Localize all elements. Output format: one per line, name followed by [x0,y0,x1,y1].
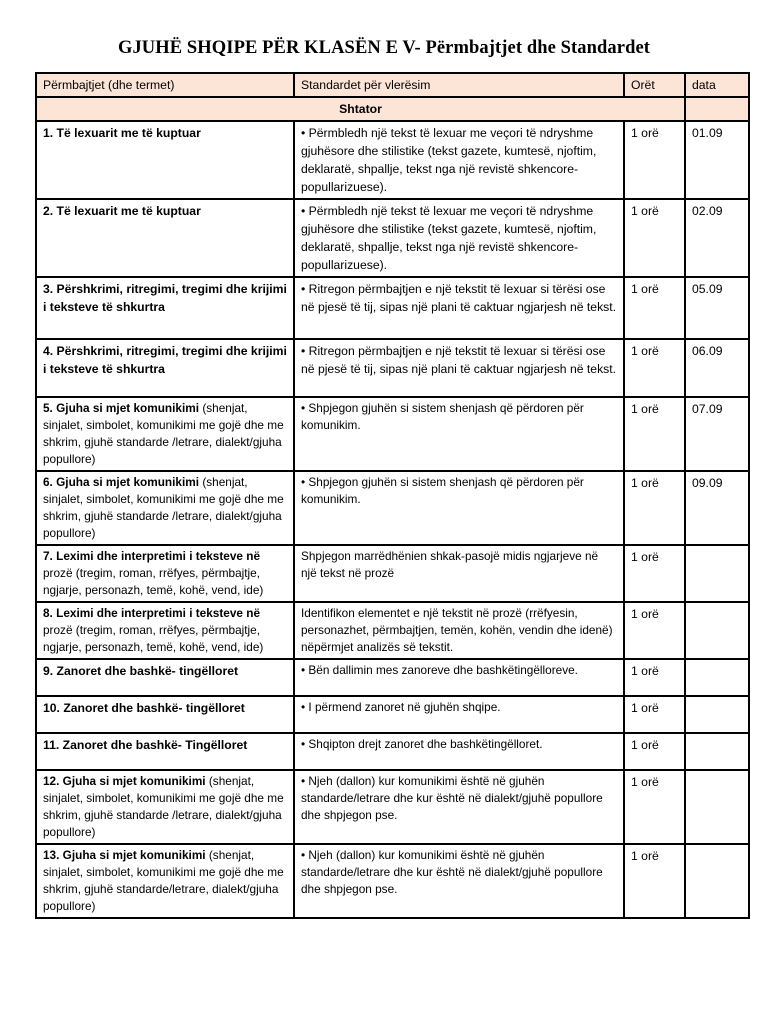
topic-cell [36,770,294,844]
topic-detail: (shenjat, sinjalet, simbolet, komunikimi me gojë dhe me shkrim, gjuhë standarde /letrare, dialekt/gjuha popullore) [43,774,284,839]
hours-cell: 1 orë [624,471,685,545]
month-label: Shtator [36,97,685,121]
date-cell: 09.09 [685,471,749,545]
hours-cell: 1 orë [624,770,685,844]
topic-cell [36,733,294,770]
date-cell [685,545,749,602]
header-contents: Përmbajtjet (dhe termet) [36,73,294,97]
hours-cell: 1 orë [624,121,685,199]
topic-cell [36,121,294,199]
date-cell: 05.09 [685,277,749,339]
standard-cell: • Shpjegon gjuhën si sistem shenjash që përdoren për komunikim. [294,471,624,545]
topic-cell [36,339,294,397]
standard-cell: • Ritregon përmbajtjen e një tekstit të lexuar si tërësi ose në pjesë të tij, sipas një plani të caktuar ngjarjesh në tekst. [294,277,624,339]
topic-cell [36,602,294,659]
hours-cell: 1 orë [624,545,685,602]
topic-detail: prozë (tregim, roman, rrëfyes, përmbajtje, ngjarje, personazh, temë, kohë, vend, ide) [43,566,264,597]
table-row [36,397,749,471]
month-empty-cell [685,97,749,121]
date-cell [685,733,749,770]
topic-title: 10. Zanoret dhe bashkë- tingëlloret [43,701,245,715]
topic-title: 5. Gjuha si mjet komunikimi [43,401,200,415]
table-row [36,121,749,199]
standard-cell: • Njeh (dallon) kur komunikimi është në gjuhën standarde/letrare dhe kur është në dialekt/gjuhë popullore dhe shpjegon pse. [294,844,624,918]
topic-cell [36,397,294,471]
standard-cell: • Shqipton drejt zanoret dhe bashkëtingëlloret. [294,733,624,770]
topic-title: 12. Gjuha si mjet komunikimi [43,774,206,788]
topic-title: 6. Gjuha si mjet komunikimi [43,475,200,489]
date-cell: 06.09 [685,339,749,397]
hours-cell: 1 orë [624,397,685,471]
standard-cell: • Përmbledh një tekst të lexuar me veçori të ndryshme gjuhësore dhe stilistike (tekst gazete, kumtesë, njoftim, deklaratë, shpallje, tekst nga një revistë shkencore-popullarizuese). [294,199,624,277]
date-cell: 07.09 [685,397,749,471]
topic-cell [36,659,294,696]
table-row [36,545,749,602]
date-cell: 01.09 [685,121,749,199]
standard-cell: • Ritregon përmbajtjen e një tekstit të lexuar si tërësi ose në pjesë të tij, sipas një plani të caktuar ngjarjesh në tekst. [294,339,624,397]
table-row [36,602,749,659]
topic-cell [36,545,294,602]
date-cell [685,844,749,918]
standard-cell: Shpjegon marrëdhënien shkak-pasojë midis ngjarjeve në një tekst në prozë [294,545,624,602]
hours-cell: 1 orë [624,733,685,770]
topic-cell [36,844,294,918]
date-cell: 02.09 [685,199,749,277]
hours-cell: 1 orë [624,844,685,918]
topic-title: 8. Leximi dhe interpretimi i teksteve në [43,606,261,620]
table-row [36,471,749,545]
header-standards: Standardet për vlerësim [294,73,624,97]
page-title: GJUHË SHQIPE PËR KLASËN E V- Përmbajtjet dhe Standardet [117,38,651,58]
topic-cell [36,696,294,733]
standard-cell: • Bën dallimin mes zanoreve dhe bashkëtingëlloreve. [294,659,624,696]
standard-cell: • I përmend zanoret në gjuhën shqipe. [294,696,624,733]
table-row [36,199,749,277]
table-row [36,277,749,339]
topic-cell [36,471,294,545]
header-date: data [685,73,749,97]
topic-detail: (shenjat, sinjalet, simbolet, komunikimi me gojë dhe me shkrim, gjuhë standarde/letrare, dialekt/gjuha popullore) [43,848,284,913]
topic-title: 2. Të lexuarit me të kuptuar [43,204,201,218]
table-header-row [36,73,749,97]
topic-title: 13. Gjuha si mjet komunikimi [43,848,206,862]
table-row [36,659,749,696]
topic-title: 4. Përshkrimi, ritregimi, tregimi dhe krijimi i teksteve të shkurtra [43,344,287,376]
standard-cell: Identifikon elementet e një tekstit në prozë (rrëfyesin, personazhet, përmbajtjen, temën, kohën, vendin dhe idenë) nëpërmjet analizës së tekstit. [294,602,624,659]
table-row [36,733,749,770]
table-row [36,339,749,397]
topic-detail: (shenjat, sinjalet, simbolet, komunikimi me gojë dhe me shkrim, gjuhë standarde /letrare, dialekt/gjuha popullore) [43,475,284,540]
topic-title: 1. Të lexuarit me të kuptuar [43,126,201,140]
hours-cell: 1 orë [624,199,685,277]
topic-title: 3. Përshkrimi, ritregimi, tregimi dhe krijimi i teksteve të shkurtra [43,282,287,314]
curriculum-table [35,72,750,919]
topic-title: 9. Zanoret dhe bashkë- tingëlloret [43,664,239,678]
date-cell [685,659,749,696]
standard-cell: • Shpjegon gjuhën si sistem shenjash që përdoren për komunikim. [294,397,624,471]
topic-cell [36,199,294,277]
standard-cell: • Përmbledh një tekst të lexuar me veçori të ndryshme gjuhësore dhe stilistike (tekst gazete, kumtesë, njoftim, deklaratë, shpallje, tekst nga një revistë shkencore-popullarizuese). [294,121,624,199]
hours-cell: 1 orë [624,659,685,696]
topic-detail: (shenjat, sinjalet, simbolet, komunikimi me gojë dhe me shkrim, gjuhë standarde /letrare, dialekt/gjuha popullore) [43,401,284,466]
topic-cell [36,277,294,339]
table-row [36,844,749,918]
topic-title: 7. Leximi dhe interpretimi i teksteve në [43,549,261,563]
hours-cell: 1 orë [624,602,685,659]
hours-cell: 1 orë [624,696,685,733]
table-row [36,770,749,844]
topic-title: 11. Zanoret dhe bashkë- Tingëlloret [43,738,248,752]
topic-detail: prozë (tregim, roman, rrëfyes, përmbajtje, ngjarje, personazh, temë, kohë, vend, ide) [43,623,264,654]
date-cell [685,602,749,659]
date-cell [685,770,749,844]
standard-cell: • Njeh (dallon) kur komunikimi është në gjuhën standarde/letrare dhe kur është në dialekt/gjuhë popullore dhe shpjegon pse. [294,770,624,844]
date-cell [685,696,749,733]
month-row [36,97,749,121]
hours-cell: 1 orë [624,339,685,397]
table-row [36,696,749,733]
hours-cell: 1 orë [624,277,685,339]
header-hours: Orët [624,73,685,97]
